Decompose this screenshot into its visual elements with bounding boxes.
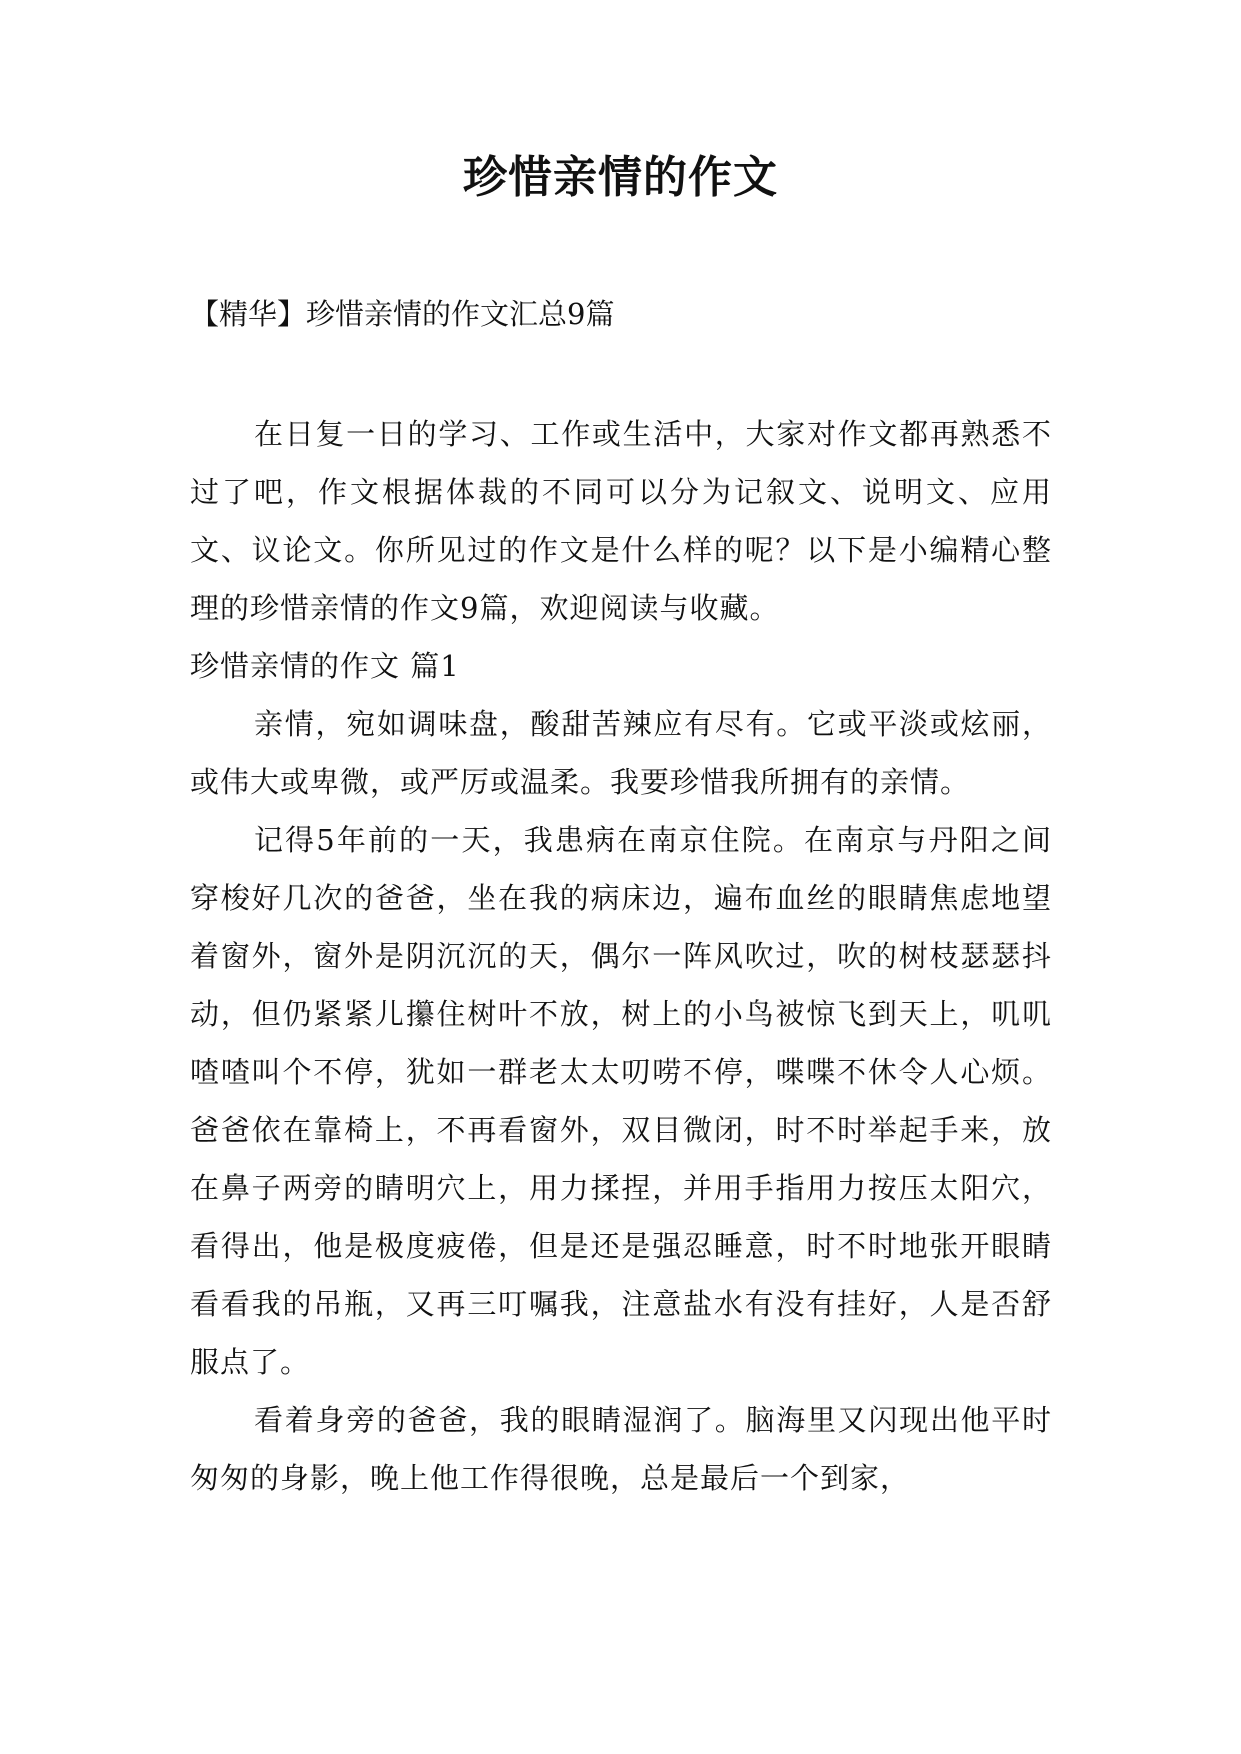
document-body [190,405,1052,1507]
body-paragraph: 亲情，宛如调味盘，酸甜苦辣应有尽有。它或平淡或炫丽，或伟大或卑微，或严厉或温柔。我要珍惜我所拥有的亲情。 [190,707,1052,799]
body-paragraph: 看着身旁的爸爸，我的眼睛湿润了。脑海里又闪现出他平时匆匆的身影，晚上他工作得很晚，总是最后一个到家， [190,1403,1052,1495]
intro-paragraph: 在日复一日的学习、工作或生活中，大家对作文都再熟悉不过了吧，作文根据体裁的不同可以分为记叙文、说明文、应用文、议论文。你所见过的作文是什么样的呢？以下是小编精心整理的珍惜亲情的作文9篇，欢迎阅读与收藏。 [190,417,1052,625]
body-paragraph: 记得5年前的一天，我患病在南京住院。在南京与丹阳之间穿梭好几次的爸爸，坐在我的病床边，遍布血丝的眼睛焦虑地望着窗外，窗外是阴沉沉的天，偶尔一阵风吹过，吹的树枝瑟瑟抖动，但仍紧紧儿攥住树叶不放，树上的小鸟被惊飞到天上，叽叽喳喳叫个不停，犹如一群老太太叨唠不停，喋喋不休令人心烦。爸爸依在靠椅上，不再看窗外，双目微闭，时不时举起手来，放在鼻子两旁的睛明穴上，用力揉捏，并用手指用力按压太阳穴，看得出，他是极度疲倦，但是还是强忍睡意，时不时地张开眼睛看看我的吊瓶，又再三叮嘱我，注意盐水有没有挂好，人是否舒服点了。 [190,823,1052,1379]
section-heading: 珍惜亲情的作文 篇1 [190,649,460,683]
document-subtitle: 【精华】珍惜亲情的作文汇总9篇 [190,297,615,331]
document-title: 珍惜亲情的作文 [463,152,778,203]
